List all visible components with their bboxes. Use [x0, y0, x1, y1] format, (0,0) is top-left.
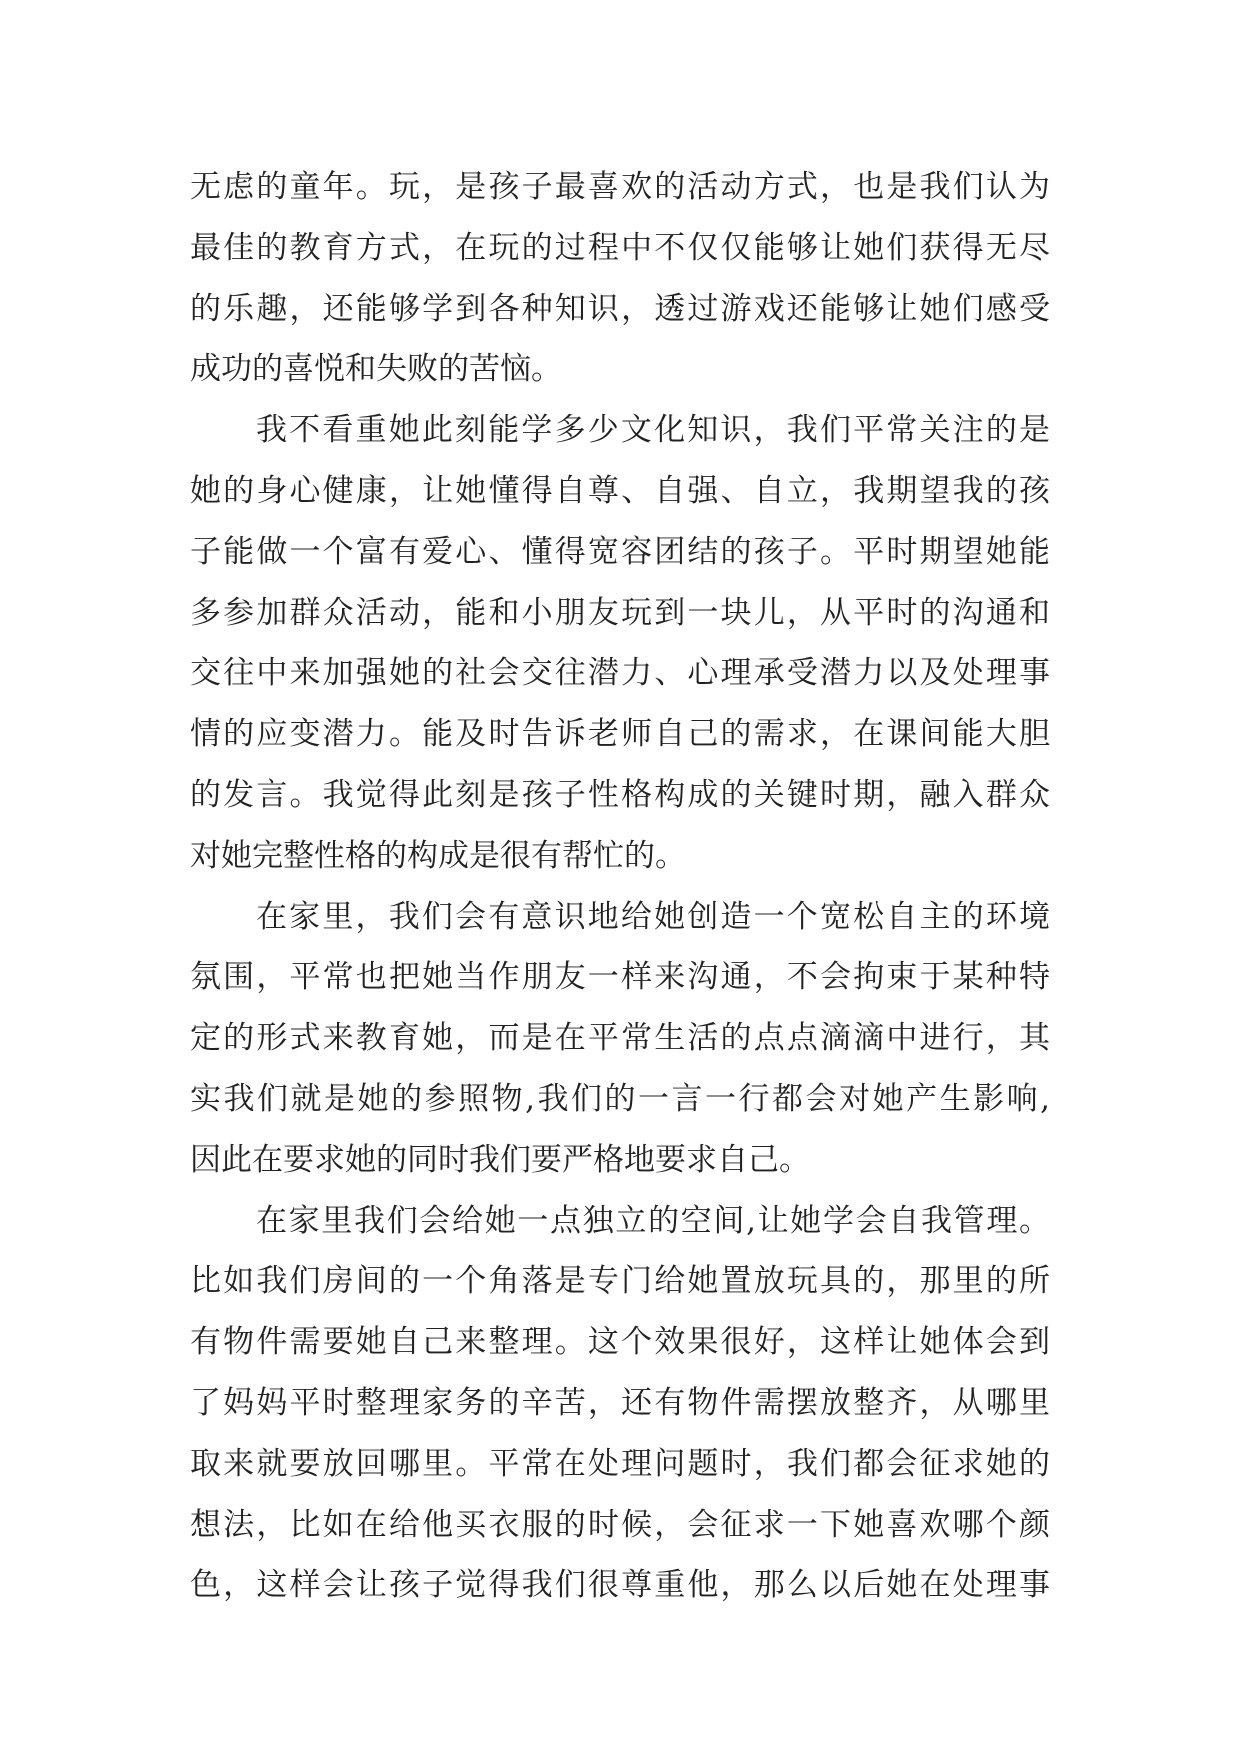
text-line: 情的应变潜力。能及时告诉老师自己的需求，在课间能大胆 [190, 716, 1050, 753]
text-line: 氛围，平常也把她当作朋友一样来沟通，不会拘束于某种特 [190, 959, 1050, 996]
text-line: 因此在要求她的同时我们要严格地要求自己。 [190, 1141, 810, 1178]
paragraph-first-line: 我不看重她此刻能学多少文化知识，我们平常关注的是 [256, 412, 1050, 449]
text-line: 有物件需要她自己来整理。这个效果很好，这样让她体会到 [190, 1324, 1050, 1361]
text-line: 取来就要放回哪里。平常在处理问题时，我们都会征求她的 [190, 1445, 1050, 1482]
text-line: 交往中来加强她的社会交往潜力、心理承受潜力以及处理事 [190, 655, 1050, 692]
text-line: 的乐趣，还能够学到各种知识，透过游戏还能够让她们感受 [190, 290, 1050, 327]
text-line: 子能做一个富有爱心、懂得宽容团结的孩子。平时期望她能 [190, 533, 1050, 570]
text-line: 她的身心健康，让她懂得自尊、自强、自立，我期望我的孩 [190, 472, 1050, 509]
text-line: 定的形式来教育她，而是在平常生活的点点滴滴中进行，其 [190, 1020, 1050, 1057]
text-line: 的发言。我觉得此刻是孩子性格构成的关键时期，融入群众 [190, 776, 1050, 813]
text-line: 成功的喜悦和失败的苦恼。 [190, 351, 562, 388]
text-line: 无虑的童年。玩，是孩子最喜欢的活动方式，也是我们认为 [190, 169, 1050, 205]
text-line: 想法，比如在给他买衣服的时候，会征求一下她喜欢哪个颜 [190, 1506, 1050, 1543]
text-line: 实我们就是她的参照物,我们的一言一行都会对她产生影响, [190, 1080, 1050, 1117]
text-line: 比如我们房间的一个角落是专门给她置放玩具的，那里的所 [190, 1263, 1050, 1300]
body-text [190, 157, 1050, 1616]
text-line: 色，这样会让孩子觉得我们很尊重他，那么以后她在处理事 [190, 1567, 1050, 1604]
text-line: 对她完整性格的构成是很有帮忙的。 [190, 837, 686, 874]
text-line: 最佳的教育方式，在玩的过程中不仅仅能够让她们获得无尽 [190, 229, 1050, 266]
text-line: 了妈妈平时整理家务的辛苦，还有物件需摆放整齐，从哪里 [190, 1384, 1050, 1421]
paragraph-first-line: 在家里，我们会有意识地给她创造一个宽松自主的环境 [256, 898, 1050, 935]
paragraph-first-line: 在家里我们会给她一点独立的空间,让她学会自我管理。 [256, 1202, 1050, 1239]
text-line: 多参加群众活动，能和小朋友玩到一块儿，从平时的沟通和 [190, 594, 1050, 631]
